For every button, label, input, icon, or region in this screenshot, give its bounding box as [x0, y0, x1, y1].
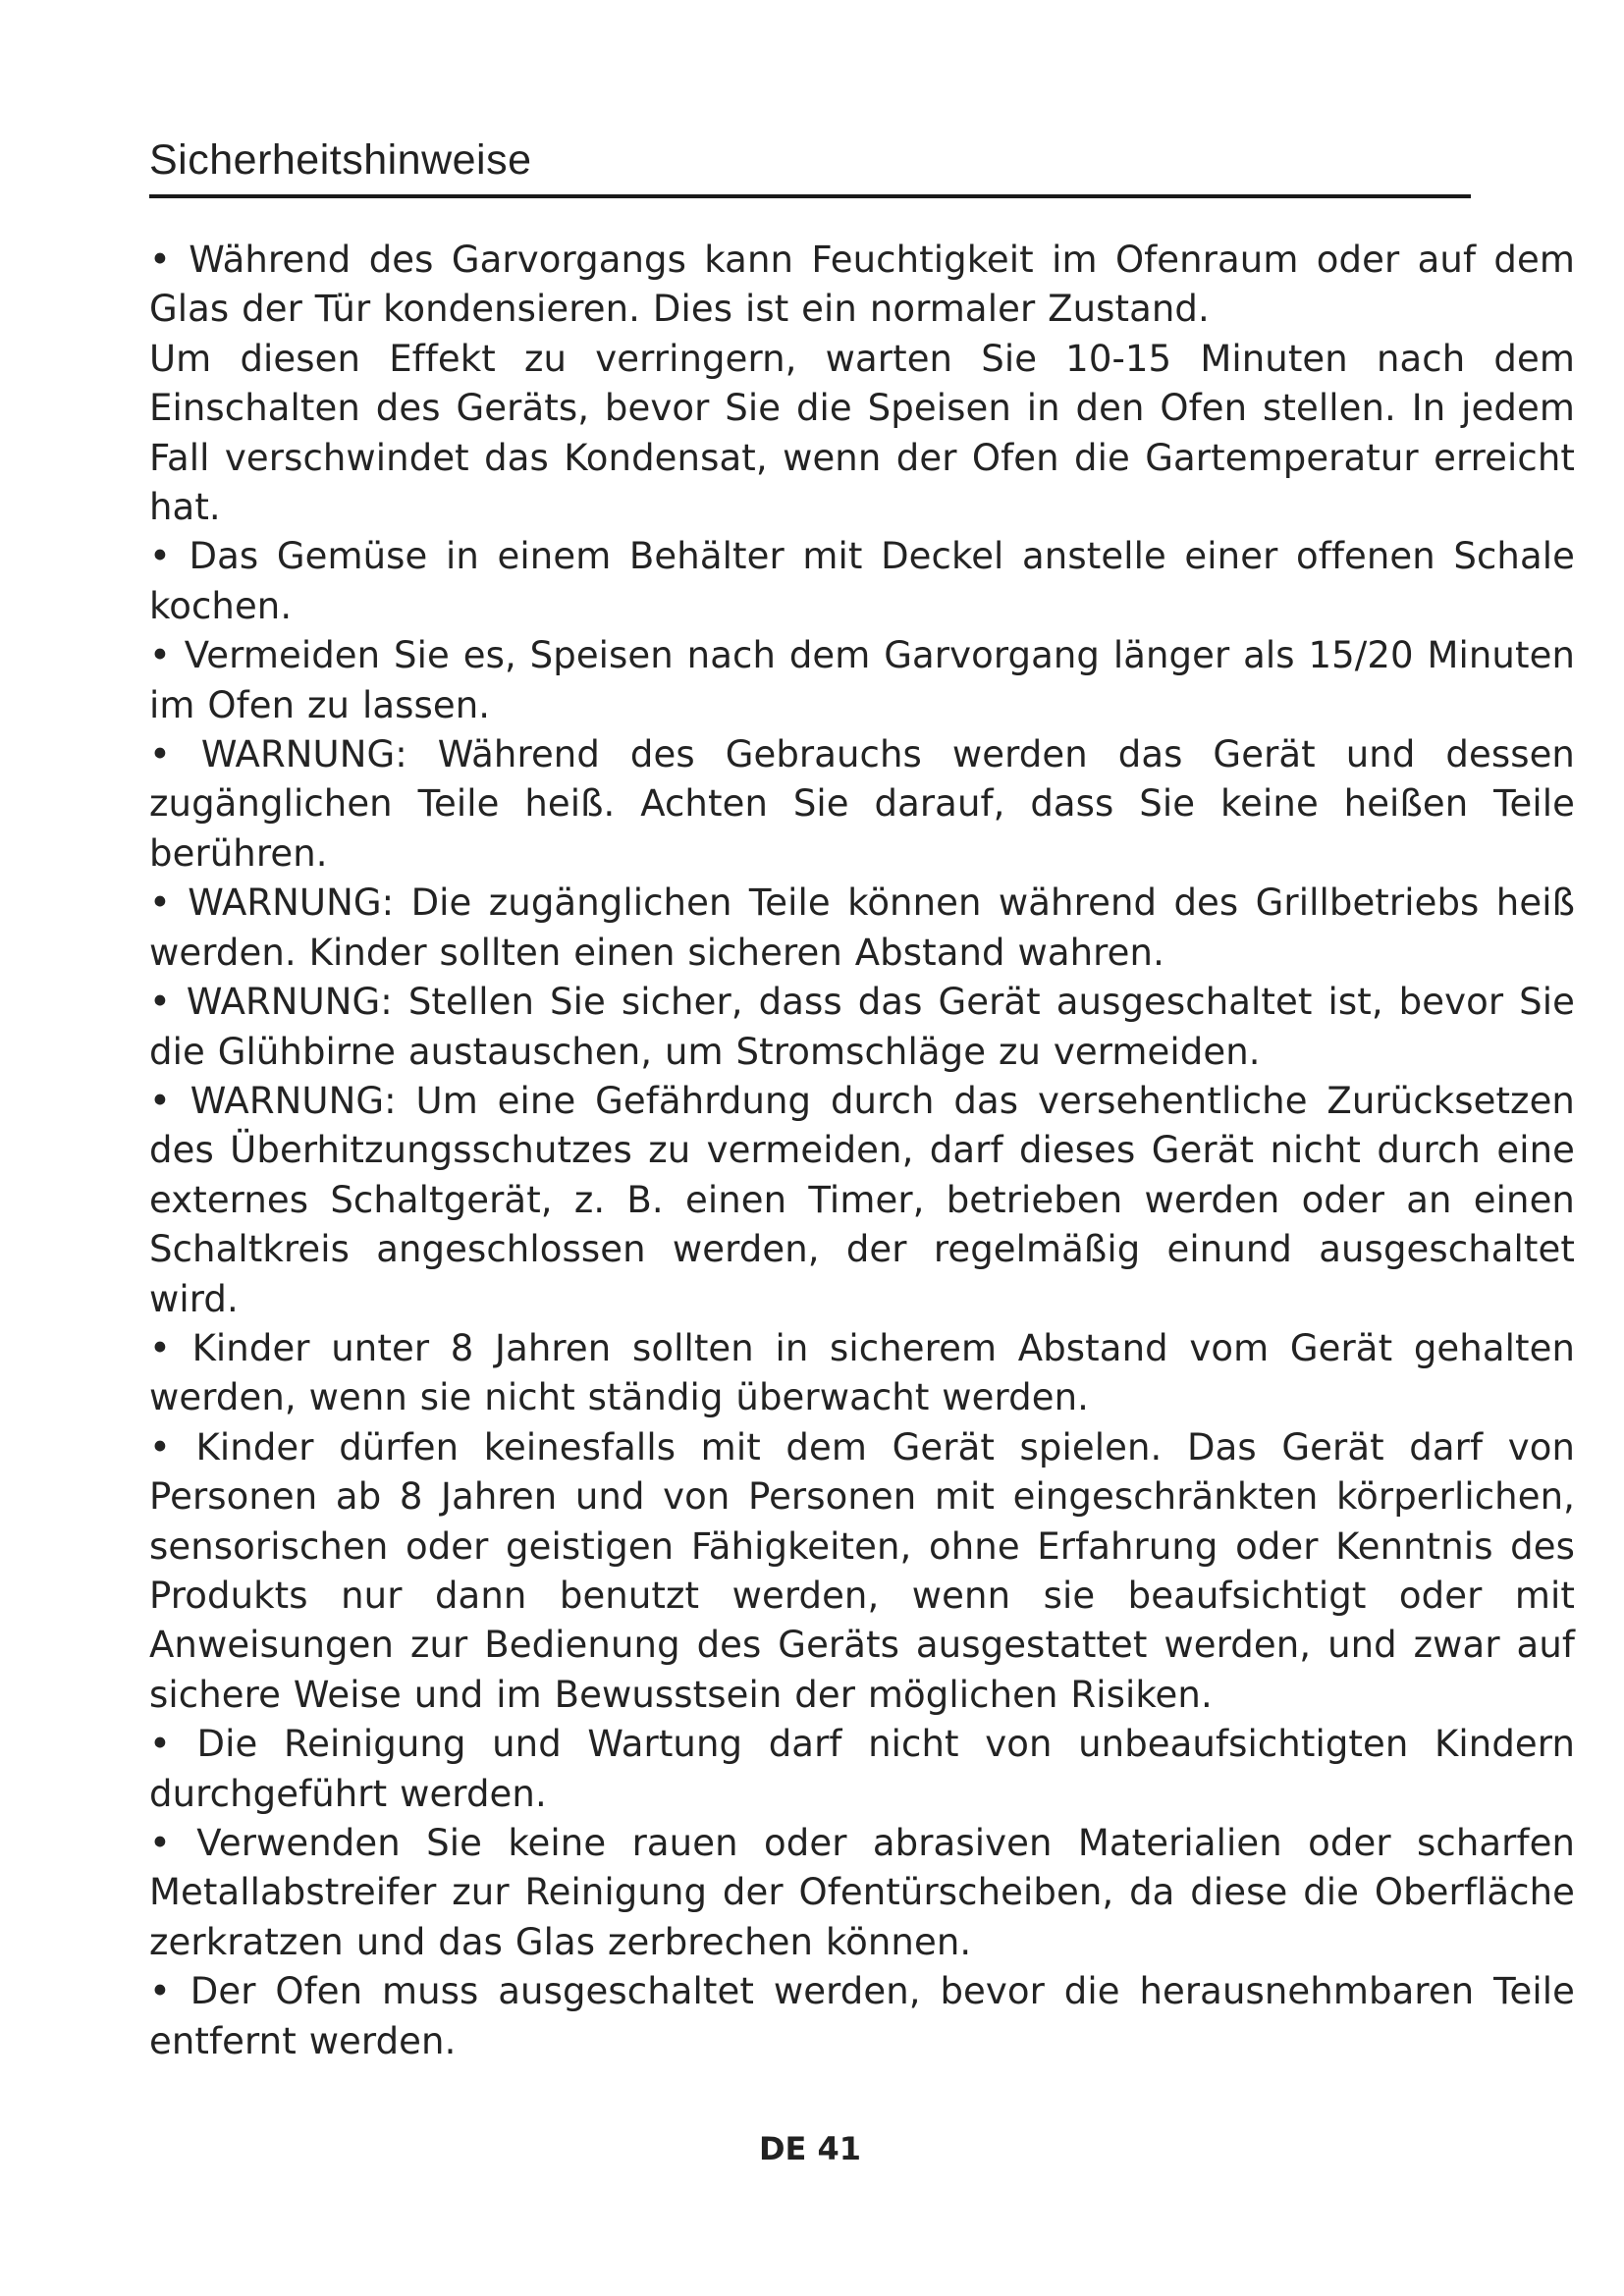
safety-instructions — [149, 236, 1575, 2066]
page-title: Sicherheitshinweise — [149, 136, 532, 184]
paragraph-condensation-reduce: Um diesen Effekt zu verringern, warten Sie 10-15 Minuten nach dem Einschalten des Geräts, bevor Sie die Speisen in den Ofen stellen. In jedem Fall verschwindet das Kondensat, wenn der Ofen die Gartemperatur erreicht hat. — [149, 337, 1575, 529]
paragraph-condensation: • Während des Garvorgangs kann Feuchtigkeit im Ofenraum oder auf dem Glas der Tür kondensieren. Dies ist ein normaler Zustand. — [149, 239, 1575, 331]
paragraph-children-play: • Kinder dürfen keinesfalls mit dem Gerät spielen. Das Gerät darf von Personen ab 8 Jahren und von Personen mit eingeschränkten körperlichen, sensorischen oder geistigen Fähigkeiten, ohne Erfahrung oder Kenntnis des Produkts nur dann benutzt werden, wenn sie beaufsichtigt oder mit Anweisungen zur Bedienung des Geräts ausgestattet werden, und zwar auf sichere Weise und im Bewusstsein der möglichen Risiken. — [149, 1425, 1575, 1716]
page-number: DE 41 — [758, 2130, 862, 2167]
paragraph-warning-bulb: • WARNUNG: Stellen Sie sicher, dass das Gerät ausgeschaltet ist, bevor Sie die Glühbirne austauschen, um Stromschläge zu vermeiden. — [149, 981, 1575, 1073]
paragraph-children-distance: • Kinder unter 8 Jahren sollten in sicherem Abstand vom Gerät gehalten werden, wenn sie nicht ständig überwacht werden. — [149, 1326, 1575, 1419]
title-underline — [149, 194, 1471, 198]
paragraph-vegetables: • Das Gemüse in einem Behälter mit Deckel anstelle einer offenen Schale kochen. — [149, 535, 1575, 627]
paragraph-warning-grill: • WARNUNG: Die zugänglichen Teile können während des Grillbetriebs heiß werden. Kinder sollten einen sicheren Abstand wahren. — [149, 881, 1575, 974]
paragraph-removable-parts: • Der Ofen muss ausgeschaltet werden, bevor die herausnehmbaren Teile entfernt werden. — [149, 1970, 1575, 2062]
paragraph-warning-hot-parts: • WARNUNG: Während des Gebrauchs werden das Gerät und dessen zugänglichen Teile heiß. Achten Sie darauf, dass Sie keine heißen Teile berühren. — [149, 733, 1575, 875]
paragraph-warning-overheat: • WARNUNG: Um eine Gefährdung durch das versehentliche Zurücksetzen des Überhitzungsschutzes zu vermeiden, darf dieses Gerät nicht durch eine externes Schaltgerät, z. B. einen Timer, betrieben werden oder an einen Schaltkreis angeschlossen werden, der regelmäßig einund ausgeschaltet wird. — [149, 1079, 1575, 1320]
paragraph-cleaning: • Die Reinigung und Wartung darf nicht von unbeaufsichtigten Kindern durchgeführt werden. — [149, 1723, 1575, 1815]
paragraph-food-time: • Vermeiden Sie es, Speisen nach dem Garvorgang länger als 15/20 Minuten im Ofen zu lassen. — [149, 634, 1575, 726]
paragraph-abrasive: • Verwenden Sie keine rauen oder abrasiven Materialien oder scharfen Metallabstreifer zur Reinigung der Ofentürscheiben, da diese die Oberfläche zerkratzen und das Glas zerbrechen können. — [149, 1822, 1575, 1963]
manual-page — [149, 0, 1583, 2296]
